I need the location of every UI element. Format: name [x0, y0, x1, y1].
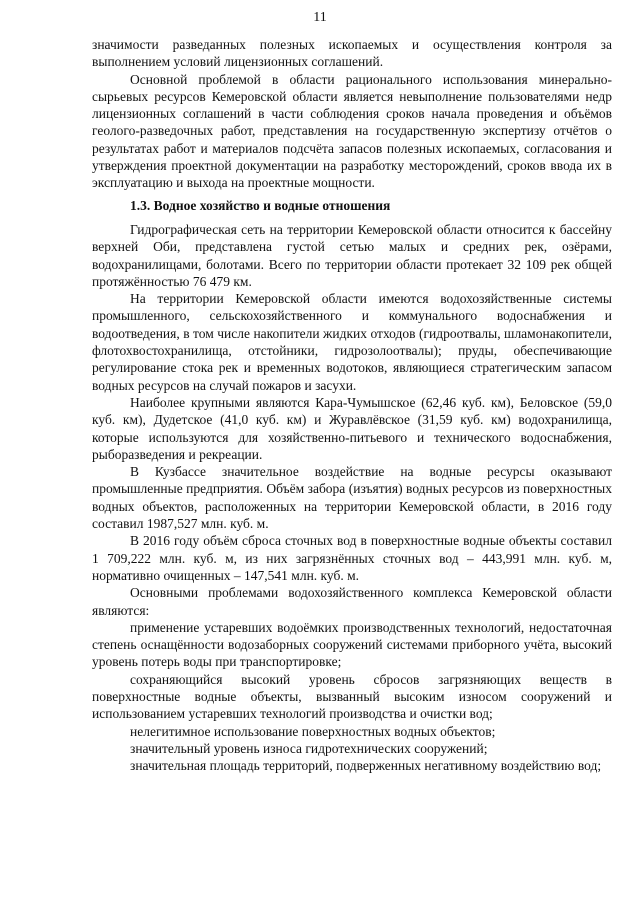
section-heading: 1.3. Водное хозяйство и водные отношения: [130, 197, 391, 213]
paragraph: В Кузбассе значительное воздействие на водные ресурсы оказывают промышленные предприятия. Объём забора (изъятия) водных ресурсов из поверхностных водных объектов, расположенных на территории Кемеровской области, в 2016 году составил 1987,527 млн. куб. м.: [92, 464, 612, 532]
paragraph: На территории Кемеровской области имеются водохозяйственные системы промышленного, сельскохозяйственного и коммунального водоснабжения и водоотведения, в том числе накопители жидких отходов (гидроотвалы, шламонакопители, флотохвостохранилища, отстойники, гидрозолоотвалы); пруды, обеспечивающие регулирование стока рек и временных водотоков, являющиеся стратегическим запасом водных ресурсов на случай пожаров и засухи.: [92, 291, 612, 393]
paragraph: Основной проблемой в области рационального использования минерально-сырьевых ресурсов Кемеровской области является невыполнение пользователями недр лицензионных соглашений в части соблюдения сроков начала проведения и объёмов геолого-разведочных работ, представления на государственную экспертизу отчётов о результатах работ и материалов подсчёта запасов полезных ископаемых, согласования и утверждения проектной документации на разработку месторождений, сроков ввода их в эксплуатацию и выхода на проектные мощности.: [92, 71, 612, 191]
page-number: 11: [313, 10, 327, 25]
paragraph: значимости разведанных полезных ископаемых и осуществления контроля за выполнением условий лицензионных соглашений.: [92, 37, 612, 70]
list-item: применение устаревших водоёмких производственных технологий, недостаточная степень оснащённости водозаборных сооружений системами приборного учёта, высокий уровень потерь воды при транспортировке;: [92, 619, 612, 670]
paragraph: Основными проблемами водохозяйственного комплекса Кемеровской области являются:: [92, 585, 612, 618]
list-item: значительная площадь территорий, подверженных негативному воздействию вод;: [130, 758, 602, 774]
list-item: сохраняющийся высокий уровень сбросов загрязняющих веществ в поверхностные водные объекты, вызванный высоким износом сооружений и использованием устаревших технологий производства и очистки вод;: [92, 671, 612, 722]
paragraph: В 2016 году объём сброса сточных вод в поверхностные водные объекты составил 1 709,222 млн. куб. м, из них загрязнённых сточных вод – 443,991 млн. куб. м, нормативно очищенных – 147,541 млн. куб. м.: [92, 533, 612, 583]
document-body: [92, 36, 612, 774]
list-item: значительный уровень износа гидротехнических сооружений;: [130, 740, 488, 756]
list-item: нелегитимное использование поверхностных водных объектов;: [130, 723, 496, 739]
paragraph: Гидрографическая сеть на территории Кемеровской области относится к бассейну верхней Оби, представлена густой сетью малых и средних рек, озёрами, водохранилищами, болотами. Всего по территории области протекает 32 109 рек общей протяжённостью 76 479 км.: [92, 221, 612, 289]
paragraph: Наиболее крупными являются Кара-Чумышское (62,46 куб. км), Беловское (59,0 куб. км), Дудетское (41,0 куб. км) и Журавлёвское (31,59 куб. км) водохранилища, которые используются для хозяйственно-питьевого и технического водоснабжения, рыборазведения и рекреации.: [92, 394, 612, 462]
